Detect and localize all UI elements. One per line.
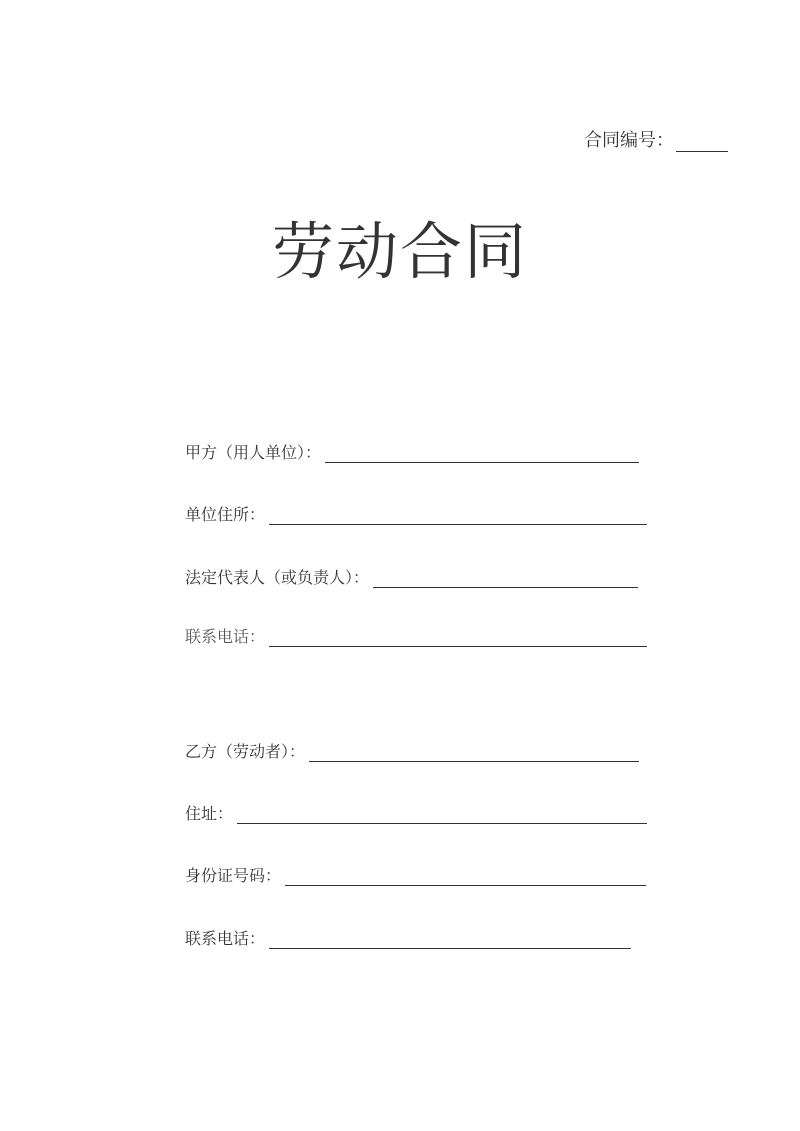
contract-number: [584, 126, 728, 152]
party-a-address-blank[interactable]: [269, 508, 647, 525]
party-b-phone-label: 联系电话：: [185, 929, 266, 948]
party-b-id-field: [185, 863, 646, 886]
party-b-name-field: [185, 739, 639, 762]
party-a-legal-rep-field: [185, 565, 638, 588]
party-b-address-field: [185, 801, 647, 824]
party-a-phone-label: 联系电话：: [185, 627, 266, 646]
document-title: 劳动合同: [271, 215, 528, 288]
party-a-name-label: 甲方（用人单位）：: [185, 443, 322, 462]
party-b-phone-field: [185, 926, 631, 949]
party-a-address-field: [185, 502, 647, 525]
party-b-name-label: 乙方（劳动者）：: [185, 742, 306, 761]
party-a-name-blank[interactable]: [325, 446, 639, 463]
party-a-legal-rep-blank[interactable]: [373, 571, 638, 588]
party-b-id-label: 身份证号码：: [185, 866, 282, 885]
party-b-address-label: 住址：: [185, 804, 234, 823]
contract-number-blank[interactable]: [676, 133, 728, 152]
party-a-legal-rep-label: 法定代表人（或负责人）：: [185, 568, 370, 587]
party-b-phone-blank[interactable]: [269, 932, 631, 949]
contract-number-label: 合同编号：: [584, 130, 674, 151]
party-b-id-blank[interactable]: [285, 869, 646, 886]
party-a-name-field: [185, 440, 639, 463]
party-a-phone-blank[interactable]: [269, 630, 647, 647]
party-a-phone-field: [185, 624, 647, 647]
party-b-name-blank[interactable]: [309, 745, 639, 762]
party-b-address-blank[interactable]: [237, 807, 647, 824]
party-a-address-label: 单位住所：: [185, 505, 266, 524]
